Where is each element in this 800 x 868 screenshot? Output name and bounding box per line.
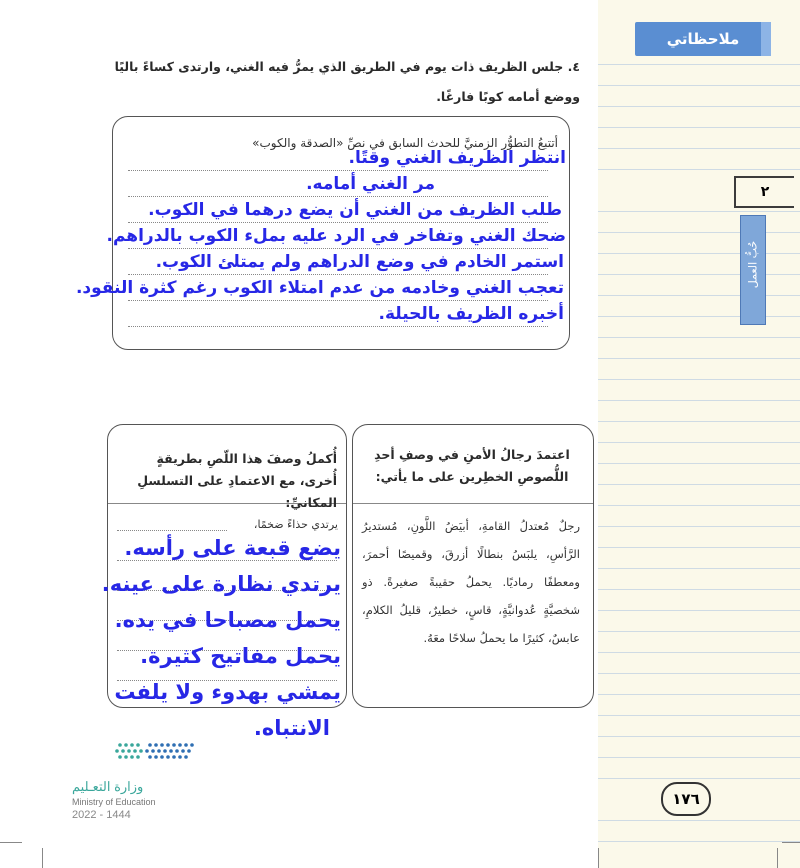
notes-header-tail — [761, 22, 771, 56]
handwritten-describe-2: يرتدي نظارة على عينه. — [101, 572, 341, 596]
crop-mark — [0, 842, 22, 843]
answer-line — [117, 530, 227, 531]
describe-box-title: أُكملُ وصفَ هذا اللّصِ بطريقةٍ أُخرى، مع الاعتمادِ على التسلسلِ المكانيِّ: — [137, 451, 337, 510]
ministry-name-arabic: وزارة التعـليم — [72, 779, 144, 794]
handwritten-describe-5: يمشي بهدوء ولا يلفت — [114, 680, 341, 704]
handwritten-answer-1: انتظر الظريف الغني وقتًا. — [348, 148, 566, 168]
page-number: ١٧٦ — [661, 782, 711, 816]
answer-line — [128, 248, 548, 249]
handwritten-describe-3: يحمل مصباحا في يده. — [114, 608, 341, 632]
handwritten-answer-5: استمر الخادم في وضع الدراهم ولم يمتلئ الكوب. — [155, 252, 564, 272]
unit-side-tab — [740, 215, 766, 325]
handwritten-answer-2: مر الغني أمامه. — [306, 174, 435, 194]
answer-line — [128, 274, 548, 275]
answer-line — [128, 196, 548, 197]
unit-side-tab-label: حُبُّ العمل — [746, 240, 760, 289]
crop-mark — [777, 848, 778, 868]
crop-mark — [598, 848, 599, 868]
notes-header-label: ملاحظاتي — [666, 30, 740, 48]
box-divider — [353, 503, 593, 504]
handwritten-describe-4: يحمل مفاتيح كثيرة. — [140, 644, 341, 668]
police-box-title: اعتمدَ رجالُ الأمنِ في وصفِ أحدِ اللُّصوصِ الخطِرين على ما يأتي: — [374, 447, 570, 484]
ministry-logo-mark-icon — [92, 737, 232, 777]
handwritten-answer-6: تعجب الغني وخادمه من عدم امتلاء الكوب رغم كثرة النقود. — [75, 278, 564, 298]
timeline-box-title: أتتبعُ التطوُّر الزمنيَّ للحدث السابق في نصِّ «الصدقة والكوب» — [252, 136, 558, 150]
answer-line — [128, 326, 548, 327]
crop-mark — [782, 842, 800, 843]
answer-line — [117, 560, 337, 561]
ministry-logo — [72, 737, 212, 837]
ministry-name-english: Ministry of Education — [72, 797, 156, 807]
notes-header — [635, 22, 771, 56]
crop-mark — [42, 848, 43, 868]
handwritten-describe-6: الانتباه. — [253, 716, 330, 740]
answer-line — [128, 300, 548, 301]
thief-description-text: رجلٌ مُعتدلُ القامةِ، أبيَضُ اللَّونِ، مُستديرُ الرَّأسِ، يلبَسُ بنطالًا أزرقَ، وقميصًا أحمرَ، ومعطفًا رماديًا. يحملُ حقيبةً صغيرةً. ذو شخصيَّةٍ عُدوانيَّةٍ، قاسٍ، خطيرٌ، قليلُ الكلامِ، عابسٌ، كثيرًا ما يحملُ سلاحًا معَهُ. — [362, 519, 580, 645]
describe-first-line: يرتدي حذاءً ضخمًا، — [253, 518, 338, 531]
handwritten-describe-1: يضع قبعة على رأسه. — [124, 536, 341, 560]
question-4-text: ٤. جلس الظريف ذات يوم في الطريق الذي يمرُّ فيه الغني، وارتدى كساءً باليًا ووضع أمامه كوبًا فارغًا. — [114, 59, 580, 104]
handwritten-answer-3: طلب الظريف من الغني أن يضع درهما في الكوب. — [148, 200, 562, 220]
handwritten-answer-4: ضحك الغني وتفاخر في الرد عليه بملء الكوب بالدراهم. — [106, 226, 566, 246]
handwritten-answer-7: أخبره الظريف بالحيلة. — [378, 304, 564, 324]
answer-line — [128, 222, 548, 223]
edition-year: 2022 - 1444 — [72, 809, 131, 821]
answer-line — [128, 170, 548, 171]
chapter-number-tab: ٢ — [734, 176, 794, 208]
notes-column — [598, 0, 800, 868]
